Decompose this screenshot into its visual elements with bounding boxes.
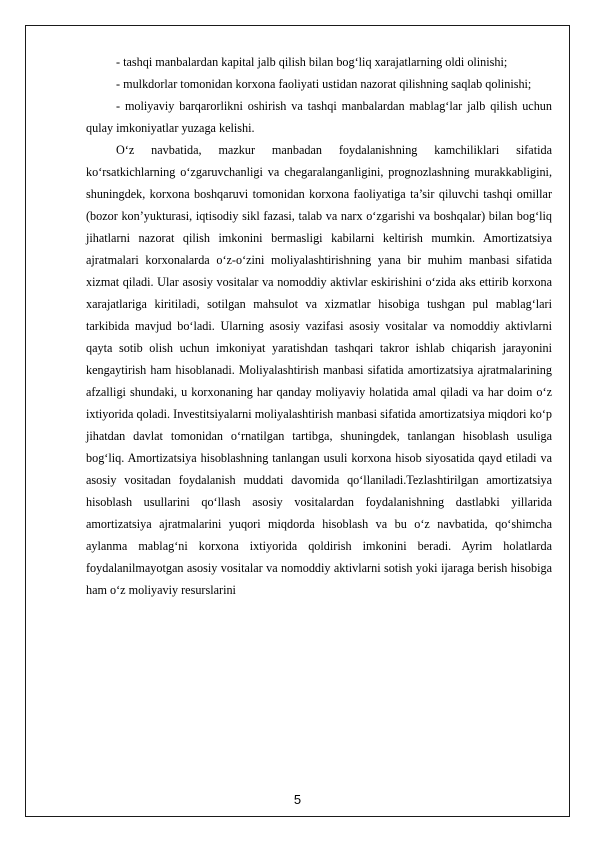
bullet-paragraph: - moliyaviy barqarorlikni oshirish va tashqi manbalardan mablag‘lar jalb qilish uchun qulay imkoniyatlar yuzaga kelishi. xyxy=(86,99,552,135)
document-body xyxy=(86,51,552,601)
bullet-paragraph: - tashqi manbalardan kapital jalb qilish bilan bog‘liq xarajatlarning oldi olinishi; xyxy=(116,55,508,69)
page-number: 5 xyxy=(293,792,302,807)
body-paragraph: O‘z navbatida, mazkur manbadan foydalanishning kamchiliklari sifatida ko‘rsatkichlarning o‘zgaruvchanligi va chegaralanganligini, prognozlashning murakkabligini, shuningdek, korxona boshqaruvi tomonidan korxona faoliyatiga ta’sir qiluvchi tashqi omillar (bozor kon’yukturasi, iqtisodiy sikl fazasi, talab va narx o‘zgarishi va boshqalar) bilan bog‘liq jihatlarni nazorat qilish imkonini bermasligi kabilarni keltirish mumkin. Amortizatsiya ajratmalari korxonalarda o‘z-o‘zini moliyalashtirishning yana bir muhim manbasi sifatida xizmat qiladi. Ular asosiy vositalar va nomoddiy aktivlar eskirishini o‘zida aks ettirib korxona xarajatlariga kiritiladi, sotilgan mahsulot va xizmatlar hisobiga tushgan pul mablag‘lari tarkibida mavjud bo‘ladi. Ularning asosiy vazifasi asosiy vositalar va nomoddiy aktivlarni qayta sotib olish uchun imkoniyat yaratishdan tashqari takror ishlab chiqarish jarayonini kengaytirish ham hisoblanadi. Moliyalashtirish manbasi sifatida amortizatsiya ajratmalarining afzalligi shundaki, u korxonaning har qanday moliyaviy holatida amal qiladi va har doim o‘z ixtiyorida qoladi. Investitsiyalarni moliyalashtirish manbasi sifatida amortizatsiya miqdori ko‘p jihatdan davlat tomonidan o‘rnatilgan tartibga, shuningdek, tanlangan hisoblash usuliga bog‘liq. Amortizatsiya hisoblashning tanlangan usuli korxona hisob siyosatida qayd etiladi va asosiy vositadan foydalanish muddati davomida qo‘llaniladi.Tezlashtirilgan amortizatsiya hisoblash usullarini qo‘llash asosiy vositalardan foydalanishning dastlabki yillarida amortizatsiya ajratmalarini yuqori miqdorda hisoblash va bu o‘z navbatida, qo‘shimcha aylanma mablag‘ni korxona ixtiyorida qoldirish imkonini beradi. Ayrim holatlarda foydalanilmayotgan asosiy vositalar va nomoddiy aktivlarni sotish yoki ijaraga berish hisobiga ham o‘z moliyaviy resurslarini xyxy=(86,143,552,597)
bullet-paragraph: - mulkdorlar tomonidan korxona faoliyati ustidan nazorat qilishning saqlab qolinishi; xyxy=(116,77,532,91)
